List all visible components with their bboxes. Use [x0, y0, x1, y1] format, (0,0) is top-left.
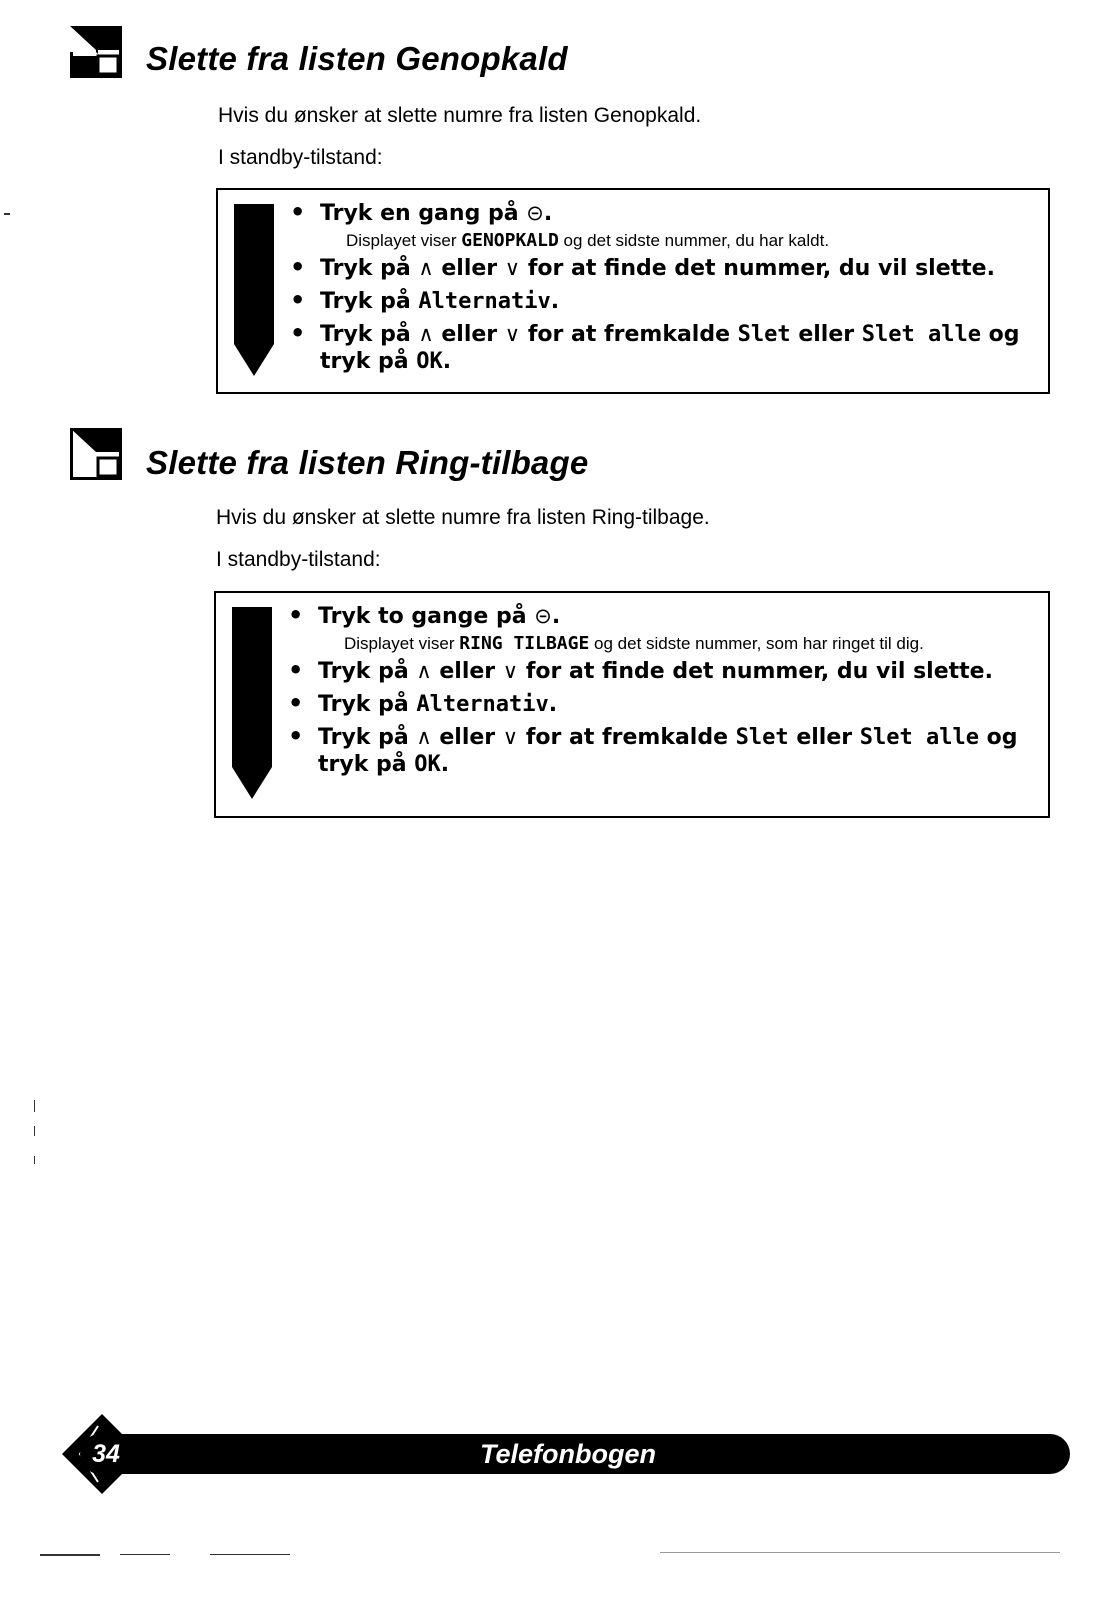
- step-item: • Tryk på ∧ eller ∨ for at fremkalde Slet eller Slet alle og tryk på OK.: [286, 724, 1042, 778]
- scroll-key-icon: ⊝: [534, 604, 552, 628]
- step-item: • Tryk på ∧ eller ∨ for at finde det nummer, du vil slette.: [286, 658, 1042, 685]
- display-text: GENOPKALD: [461, 230, 559, 251]
- display-text: Slet: [737, 322, 791, 347]
- scan-mark: [34, 1126, 35, 1136]
- scan-mark: [4, 213, 10, 215]
- down-key-icon: ∨: [504, 322, 521, 346]
- down-key-icon: ∨: [504, 256, 521, 280]
- scan-mark: [210, 1554, 290, 1555]
- step-item: • Tryk en gang på ⊝.: [288, 200, 1042, 227]
- standby-label: I standby-tilstand:: [218, 146, 383, 169]
- display-text: Alternativ: [416, 692, 549, 717]
- step-item: • Tryk på ∧ eller ∨ for at finde det nummer, du vil slette.: [288, 255, 1042, 282]
- step-item: • Tryk to gange på ⊝.: [286, 603, 1042, 630]
- section-intro: Hvis du ønsker at slette numre fra listen Genopkald.: [218, 104, 702, 127]
- flow-arrow-icon: [234, 204, 274, 376]
- instruction-box: [214, 591, 1050, 818]
- up-key-icon: ∧: [416, 725, 432, 749]
- step-note: Displayet viser RING TILBAGE og det sidste nummer, som har ringet til dig.: [344, 633, 924, 654]
- display-text: RING TILBAGE: [459, 633, 590, 654]
- instruction-box: [216, 188, 1050, 394]
- chapter-title: Telefonbogen: [480, 1439, 656, 1469]
- up-key-icon: ∧: [418, 256, 434, 280]
- page-number: 34: [92, 1440, 120, 1468]
- scan-mark: [40, 1554, 100, 1556]
- display-text: Alternativ: [418, 289, 551, 314]
- scroll-key-icon: ⊝: [526, 201, 544, 225]
- display-text: Slet alle: [859, 725, 979, 750]
- flow-arrow-icon: [232, 607, 272, 799]
- down-key-icon: ∨: [502, 725, 519, 749]
- scan-mark: [34, 1156, 35, 1164]
- down-key-icon: ∨: [502, 659, 519, 683]
- section-icon: [70, 26, 122, 78]
- display-text: OK: [416, 349, 443, 374]
- section-title: Slette fra listen Genopkald: [146, 40, 568, 77]
- standby-label: I standby-tilstand:: [216, 548, 381, 571]
- display-text: OK: [414, 752, 441, 777]
- page-footer: [40, 1412, 1070, 1496]
- display-text: Slet alle: [861, 322, 981, 347]
- step-item: • Tryk på Alternativ.: [288, 288, 1042, 315]
- section-title: Slette fra listen Ring-tilbage: [146, 444, 589, 481]
- scan-mark: [120, 1554, 170, 1555]
- section-icon: [70, 428, 122, 480]
- step-note: Displayet viser GENOPKALD og det sidste nummer, du har kaldt.: [346, 230, 830, 251]
- up-key-icon: ∧: [418, 322, 434, 346]
- up-key-icon: ∧: [416, 659, 432, 683]
- section-intro: Hvis du ønsker at slette numre fra listen Ring-tilbage.: [216, 506, 710, 529]
- step-item: • Tryk på ∧ eller ∨ for at fremkalde Slet eller Slet alle og tryk på OK.: [288, 321, 1042, 375]
- display-text: Slet: [735, 725, 789, 750]
- step-item: • Tryk på Alternativ.: [286, 691, 1042, 718]
- scan-mark: [34, 1100, 35, 1112]
- scan-mark: [660, 1552, 1060, 1553]
